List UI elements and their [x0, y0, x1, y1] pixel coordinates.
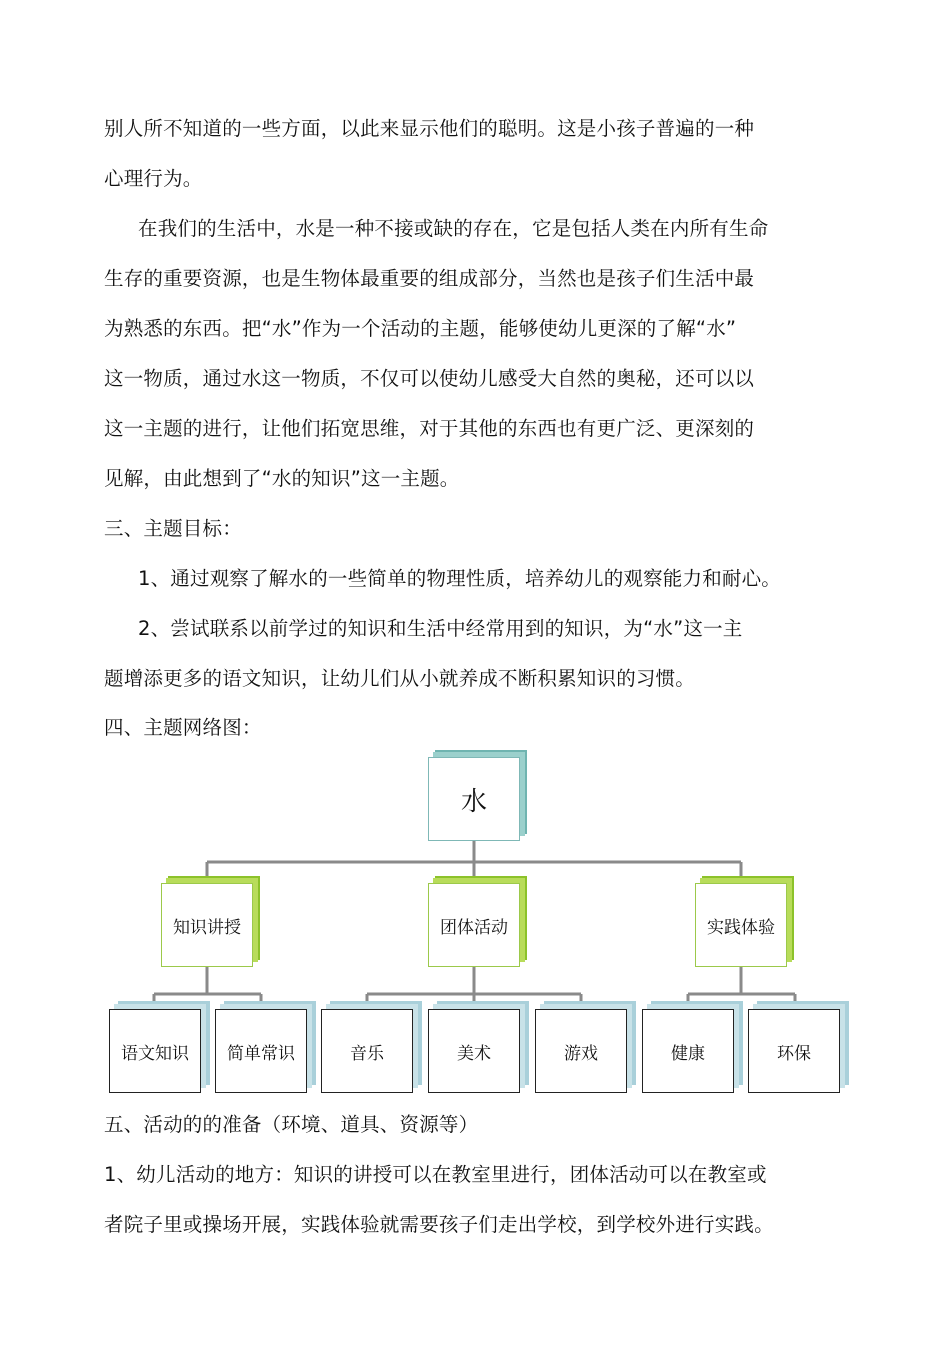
paragraph-line: 为熟悉的东西。把“水”作为一个活动的主题，能够使幼儿更深的了解“水” [104, 317, 737, 340]
paragraph-line: 者院子里或操场开展，实践体验就需要孩子们走出学校，到学校外进行实践。 [104, 1213, 774, 1236]
category-node-group-activity: 团体活动 [428, 883, 520, 967]
category-node-practice: 实践体验 [695, 883, 787, 967]
paragraph-line: 这一主题的进行，让他们拓宽思维，对于其他的东西也有更广泛、更深刻的 [104, 417, 755, 440]
leaf-node-health: 健康 [642, 1009, 734, 1093]
goal-item-2: 2、尝试联系以前学过的知识和生活中经常用到的知识，为“水”这一主 [138, 617, 743, 640]
category-node-knowledge: 知识讲授 [161, 883, 253, 967]
leaf-node-chinese: 语文知识 [109, 1009, 201, 1093]
paragraph-line: 题增添更多的语文知识，让幼儿们从小就养成不断积累知识的习惯。 [104, 667, 696, 690]
leaf-node-games: 游戏 [535, 1009, 627, 1093]
paragraph-line: 别人所不知道的一些方面，以此来显示他们的聪明。这是小孩子普遍的一种 [104, 117, 755, 140]
paragraph-line: 见解，由此想到了“水的知识”这一主题。 [104, 467, 460, 490]
paragraph-line: 1、幼儿活动的地方：知识的讲授可以在教室里进行，团体活动可以在教室或 [104, 1163, 767, 1186]
section-heading-network: 四、主题网络图： [104, 716, 262, 739]
root-node-water: 水 [428, 757, 520, 841]
leaf-node-common-sense: 简单常识 [215, 1009, 307, 1093]
goal-item-1: 1、通过观察了解水的一些简单的物理性质，培养幼儿的观察能力和耐心。 [138, 567, 782, 590]
paragraph-line: 生存的重要资源，也是生物体最重要的组成部分，当然也是孩子们生活中最 [104, 267, 755, 290]
leaf-node-environment: 环保 [748, 1009, 840, 1093]
section-heading-preparation: 五、活动的的准备（环境、道具、资源等） [104, 1113, 479, 1136]
leaf-node-art: 美术 [428, 1009, 520, 1093]
paragraph-line: 这一物质，通过水这一物质，不仅可以使幼儿感受大自然的奥秘，还可以以 [104, 367, 755, 390]
section-heading-goals: 三、主题目标： [104, 517, 242, 540]
paragraph-line: 心理行为。 [104, 167, 203, 190]
paragraph-line: 在我们的生活中，水是一种不接或缺的存在，它是包括人类在内所有生命 [138, 217, 769, 240]
leaf-node-music: 音乐 [321, 1009, 413, 1093]
